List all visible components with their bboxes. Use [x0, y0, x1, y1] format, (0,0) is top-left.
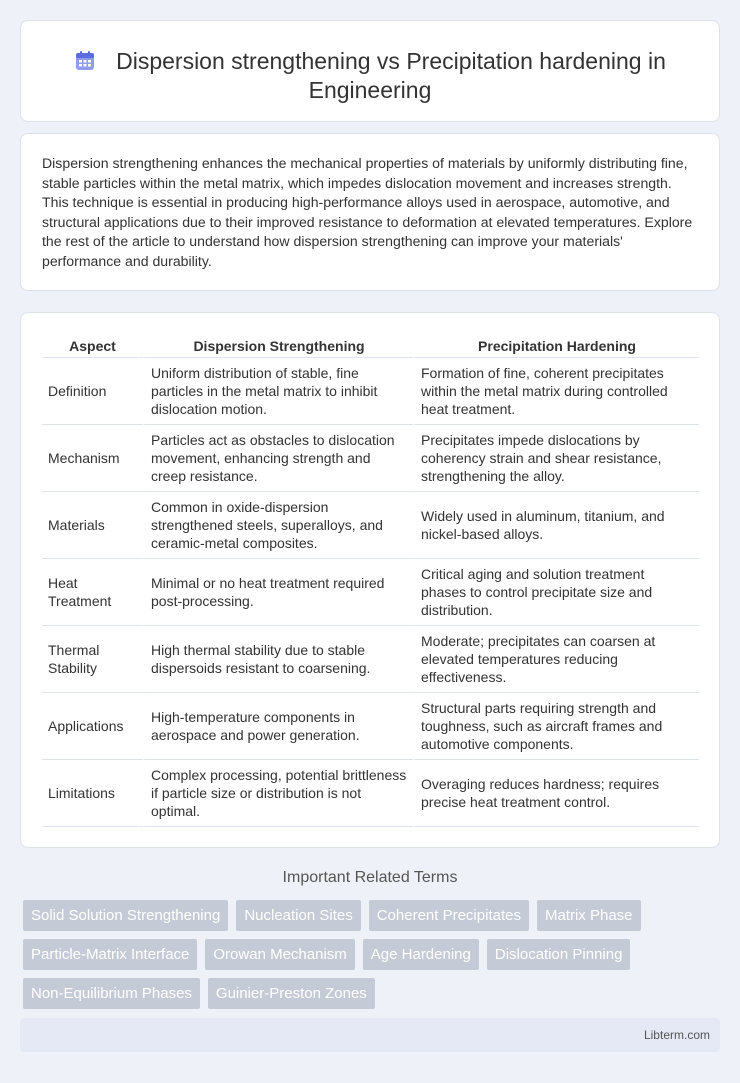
row-precipitation: Moderate; precipitates can coarsen at elevated temperatures reducing effectiveness. — [413, 626, 699, 693]
related-term-tag[interactable]: Nucleation Sites — [236, 900, 360, 931]
table-row — [42, 358, 699, 425]
page-title: Dispersion strengthening vs Precipitation hardening in Engineering — [116, 48, 666, 103]
row-aspect: Applications — [42, 693, 143, 760]
footer — [20, 1018, 720, 1052]
related-terms-heading: Important Related Terms — [282, 869, 458, 886]
table-row — [42, 760, 699, 827]
related-term-tag[interactable]: Non-Equilibrium Phases — [23, 978, 200, 1009]
related-term-tag[interactable]: Particle-Matrix Interface — [23, 939, 197, 970]
related-term-tag[interactable]: Coherent Precipitates — [369, 900, 529, 931]
row-dispersion: Complex processing, potential brittleness if particle size or distribution is not optimal. — [143, 760, 413, 827]
related-term-tag[interactable]: Solid Solution Strengthening — [23, 900, 228, 931]
comparison-table-card — [20, 312, 720, 848]
table-row — [42, 425, 699, 492]
footer-brand-link[interactable]: Libterm.com — [643, 1028, 710, 1042]
row-aspect: Definition — [42, 358, 143, 425]
intro-card — [20, 133, 720, 291]
header-dispersion: Dispersion Strengthening — [143, 336, 413, 358]
header-precipitation: Precipitation Hardening — [413, 336, 699, 358]
row-dispersion: Minimal or no heat treatment required post-processing. — [143, 559, 413, 626]
related-terms-list — [23, 900, 713, 1009]
title-card — [20, 20, 720, 122]
row-precipitation: Structural parts requiring strength and toughness, such as aircraft frames and automotive components. — [413, 693, 699, 760]
table-row — [42, 626, 699, 693]
row-aspect: Materials — [42, 492, 143, 559]
intro-paragraph: Dispersion strengthening enhances the mechanical properties of materials by uniformly distributing fine, stable particles within the metal matrix, which impedes dislocation movement and increases strength. This technique is essential in producing high-performance alloys used in aerospace, automotive, and structural applications due to their improved resistance to deformation at elevated temperatures. Explore the rest of the article to understand how dispersion strengthening can improve your materials' performance and durability. — [42, 155, 693, 269]
related-term-tag[interactable]: Guinier-Preston Zones — [208, 978, 375, 1009]
row-dispersion: High thermal stability due to stable dispersoids resistant to coarsening. — [143, 626, 413, 693]
comparison-table — [42, 336, 699, 827]
table-header-row — [42, 336, 699, 358]
row-precipitation: Overaging reduces hardness; requires precise heat treatment control. — [413, 760, 699, 827]
calendar-icon — [74, 50, 96, 72]
row-aspect: Heat Treatment — [42, 559, 143, 626]
row-precipitation: Critical aging and solution treatment phases to control precipitate size and distribution. — [413, 559, 699, 626]
related-term-tag[interactable]: Age Hardening — [363, 939, 479, 970]
row-precipitation: Formation of fine, coherent precipitates within the metal matrix during controlled heat treatment. — [413, 358, 699, 425]
header-aspect: Aspect — [42, 336, 143, 358]
row-dispersion: Common in oxide-dispersion strengthened steels, superalloys, and ceramic-metal composites. — [143, 492, 413, 559]
row-precipitation: Widely used in aluminum, titanium, and nickel-based alloys. — [413, 492, 699, 559]
table-row — [42, 492, 699, 559]
page-title-wrap — [21, 47, 719, 105]
row-precipitation: Precipitates impede dislocations by coherency strain and shear resistance, strengthening the alloy. — [413, 425, 699, 492]
table-row — [42, 693, 699, 760]
row-aspect: Mechanism — [42, 425, 143, 492]
related-term-tag[interactable]: Orowan Mechanism — [205, 939, 354, 970]
related-term-tag[interactable]: Matrix Phase — [537, 900, 641, 931]
row-dispersion: Particles act as obstacles to dislocation movement, enhancing strength and creep resistance. — [143, 425, 413, 492]
row-dispersion: Uniform distribution of stable, fine particles in the metal matrix to inhibit dislocation motion. — [143, 358, 413, 425]
row-dispersion: High-temperature components in aerospace and power generation. — [143, 693, 413, 760]
row-aspect: Thermal Stability — [42, 626, 143, 693]
row-aspect: Limitations — [42, 760, 143, 827]
table-row — [42, 559, 699, 626]
related-term-tag[interactable]: Dislocation Pinning — [487, 939, 631, 970]
